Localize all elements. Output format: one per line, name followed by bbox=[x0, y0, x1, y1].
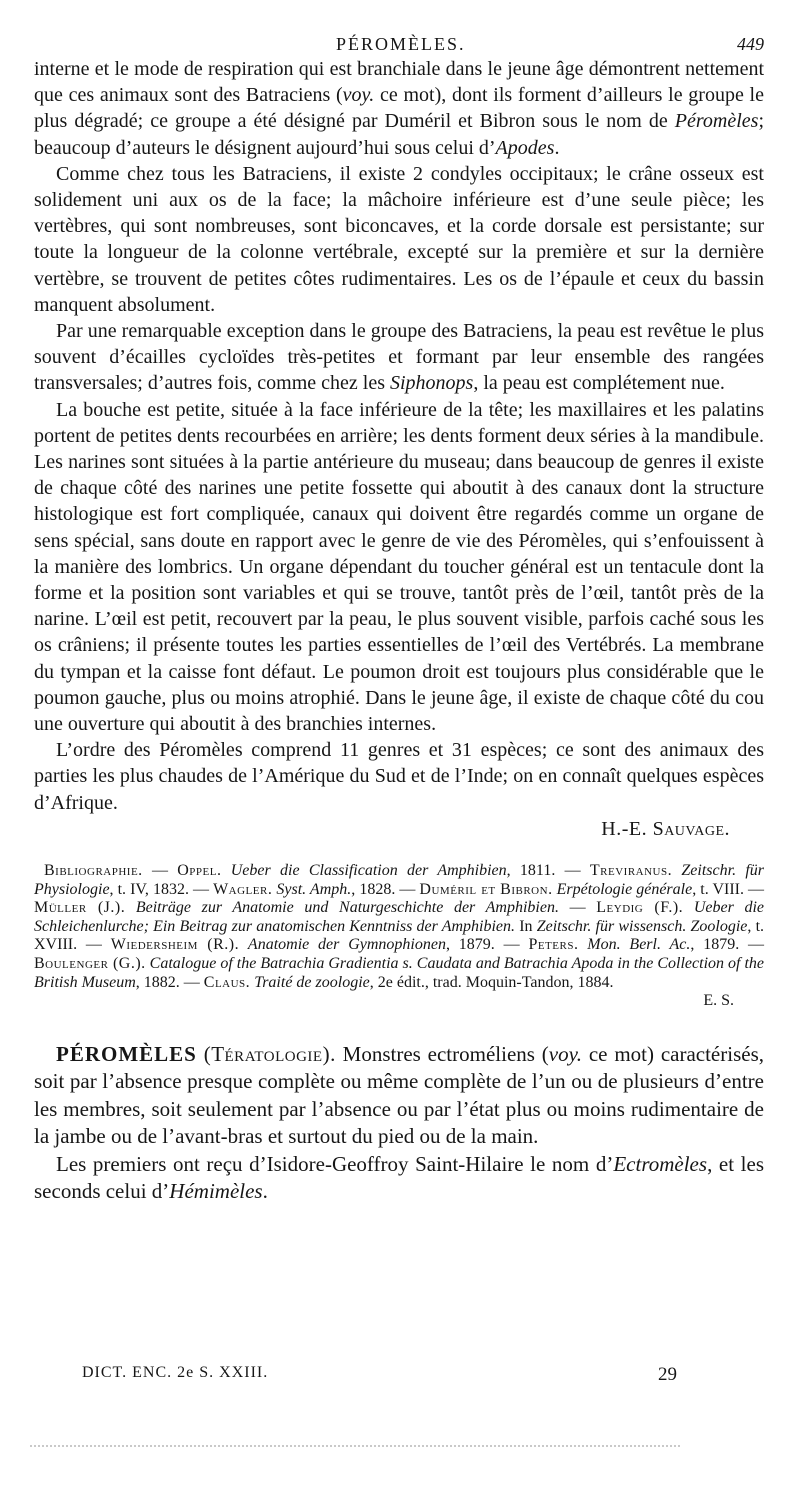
author-name: Wagler. bbox=[213, 880, 273, 898]
text-run: , 1882. — bbox=[135, 973, 204, 991]
article-teratologie bbox=[34, 1041, 764, 1206]
bleed-through-line bbox=[30, 1445, 680, 1449]
text-run: voy. bbox=[342, 84, 375, 107]
bibliography bbox=[34, 862, 764, 1011]
text-run: Péromèles bbox=[674, 110, 759, 133]
text-run: Hémimèles bbox=[169, 1179, 263, 1204]
text-run: , t. XVIII. — bbox=[34, 917, 765, 954]
running-header bbox=[34, 28, 764, 56]
page-number: 449 bbox=[737, 34, 764, 54]
paragraph-teratologie-2 bbox=[34, 1151, 764, 1206]
work-title: Ueber die Schleichenlurche; Ein Beitrag zur anatomischen Kenntniss der Amphibien. bbox=[34, 899, 765, 935]
text-run: ce mot) caractérisés, soit par l’absence presque complète ou même complète de l’un ou de plusieurs d’entre les membres, soit seulement par l’absence ou par l’état plus ou moins rudimentaire de la jambe ou de l’avant-bras et surtout du pied ou de la main. bbox=[34, 1041, 764, 1149]
text-run: , et les seconds celui d’ bbox=[34, 1151, 764, 1204]
paragraph-2: Comme chez tous les Batraciens, il existe 2 condyles occipitaux; le crâne osseux est solidement uni aux os de la face; la mâchoire inférieure est d’une seule pièce; les vertèbres, qui sont nombreuses, sont biconcaves, et la corde dorsale est persistante; sur toute la longueur de la colonne vertébrale, excepté sur la première et sur la dernière vertèbre, se trouvent de petites côtes rudimentaires. Les os de l’épaule et ceux du bassin manquent absolument. bbox=[34, 162, 764, 316]
text-run: , 2e édit., trad. Moquin-Tandon, 1884. bbox=[369, 973, 614, 991]
text-run: Ectromèles bbox=[613, 1151, 708, 1176]
paragraph-3 bbox=[34, 318, 764, 397]
work-title: Mon. Berl. Ac. bbox=[587, 936, 691, 954]
text-run: , 1879. — bbox=[445, 936, 529, 954]
text-run: — bbox=[142, 862, 178, 880]
entry-term: PÉROMÈLES bbox=[56, 1041, 197, 1066]
text-run: L’ordre des Péromèles comprend 11 genres et 31 espèces; ce sont des animaux des parties les plus chaudes de l’Amérique du Sud et de l’Inde; on en connaît quelques espèces d’Afrique. bbox=[34, 739, 764, 814]
printer-signature: DICT. ENC. 2e S. XXIII. bbox=[82, 1364, 269, 1381]
text-run: , la peau est complétement nue. bbox=[473, 372, 725, 395]
text-run: ; beaucoup d’auteurs le désignent aujourd’hui sous celui d’ bbox=[34, 110, 764, 159]
work-title: Ueber die Classification der Amphibien bbox=[230, 862, 507, 880]
text-run: voy. bbox=[548, 1041, 583, 1066]
work-title: Traité de zoologie bbox=[254, 973, 370, 991]
text-run: H.-E. Sauvage. bbox=[601, 817, 730, 840]
text-run: — bbox=[558, 899, 597, 917]
work-title: Zeitschr. für wissensch. Zoologie bbox=[536, 917, 748, 935]
author-signature bbox=[34, 816, 730, 842]
article-batraciens bbox=[34, 56, 764, 842]
text-run: In bbox=[515, 917, 537, 935]
author-name: Oppel. bbox=[177, 862, 222, 880]
text-run: , 1879. — bbox=[690, 936, 765, 954]
paragraph-5 bbox=[34, 737, 764, 816]
author-name: Wiedersheim (R.). bbox=[110, 936, 240, 954]
author-name: Claus. bbox=[203, 973, 251, 991]
page-footer bbox=[82, 1364, 682, 1385]
running-title: PÉROMÈLES. bbox=[336, 34, 466, 54]
paragraph-1 bbox=[34, 56, 764, 161]
text-run: , t. VIII. — bbox=[692, 880, 765, 898]
sheet-number: 29 bbox=[658, 1364, 677, 1385]
work-title: Syst. Amph. bbox=[276, 880, 352, 898]
work-title: Beiträge zur Anatomie und Naturgeschichte der Amphibien. bbox=[135, 899, 559, 917]
text-run: interne et le mode de respiration qui est branchiale dans le jeune âge démontrent nettement que ces animaux sont des Batraciens ( bbox=[34, 58, 764, 107]
text-run: , 1828. — bbox=[351, 880, 420, 898]
page bbox=[34, 28, 764, 1206]
bibliography-initials: E. S. bbox=[703, 992, 734, 1010]
work-title: Catalogue of the Batrachia Gradientia s. Caudata and Batrachia Apoda in the Collection of the British Museum bbox=[34, 955, 765, 991]
bibliography-label: Bibliographie. bbox=[44, 862, 143, 880]
bibliography-text bbox=[34, 862, 764, 992]
text-run: , t. IV, 1832. — bbox=[109, 880, 214, 898]
work-title: Zeitschr. für Physiologie bbox=[34, 862, 765, 898]
author-name: Treviranus. bbox=[589, 862, 673, 880]
work-title: Erpétologie générale bbox=[556, 880, 693, 898]
paragraph-teratologie-1 bbox=[34, 1041, 764, 1151]
text-run: , 1811. — bbox=[506, 862, 590, 880]
work-title: Anatomie der Gymnophionen bbox=[247, 936, 446, 954]
text-run: . bbox=[262, 1179, 268, 1204]
entry-subject: (Tératologie). bbox=[203, 1041, 336, 1066]
text-run: . bbox=[554, 136, 560, 159]
author-name: Leydig (F.). bbox=[596, 899, 684, 917]
text-run: Monstres ectroméliens ( bbox=[335, 1041, 549, 1066]
author-name: Peters. bbox=[528, 936, 579, 954]
text-run: Apodes bbox=[495, 136, 555, 159]
author-name: Duméril et Bibron. bbox=[419, 880, 553, 898]
text-run: Les premiers ont reçu d’Isidore-Geoffroy Saint-Hilaire le nom d’ bbox=[56, 1151, 614, 1176]
paragraph-4: La bouche est petite, située à la face inférieure de la tête; les maxillaires et les palatins portent de petites dents recourbées en arrière; les dents forment deux séries à la mandibule. Les narines sont situées à la partie antérieure du museau; dans beaucoup de genres il existe de chaque côté des narines une petite fossette qui aboutit à des canaux dont la structure histologique est fort compliquée, canaux qui doivent être regardés comme un organe de sens spécial, sans doute en rapport avec le genre de vie des Péromèles, qui s’enfouissent à la manière des lombrics. Un organe dépendant du toucher général est un tentacule dont la forme et la position sont variables et qui se trouve, tantôt près de l’œil, tantôt près de la narine. L’œil est petit, recouvert par la peau, le plus souvent visible, parfois caché sous les os crâniens; il présente toutes les parties essentielles de l’œil des Vertébrés. La membrane du tympan et la caisse font défaut. Le poumon droit est toujours plus considérable que le poumon gauche, plus ou moins atrophié. Dans le jeune âge, il existe de chaque côté du cou une ouverture qui aboutit à des branchies internes. bbox=[34, 398, 764, 736]
author-name: Müller (J.). bbox=[34, 899, 126, 917]
text-run: Siphonops bbox=[389, 372, 474, 395]
text-run: Par une remarquable exception dans le groupe des Batraciens, la peau est revêtue le plus souvent d’écailles cycloïdes très-petites et formant par leur ensemble des rangées transversales; d’autres fois, comme chez les bbox=[34, 320, 764, 395]
author-name: Boulenger (G.). bbox=[34, 955, 146, 973]
text-run: ce mot), dont ils forment d’ailleurs le groupe le plus dégradé; ce groupe a été désigné par Duméril et Bibron sous le nom de bbox=[34, 84, 764, 133]
